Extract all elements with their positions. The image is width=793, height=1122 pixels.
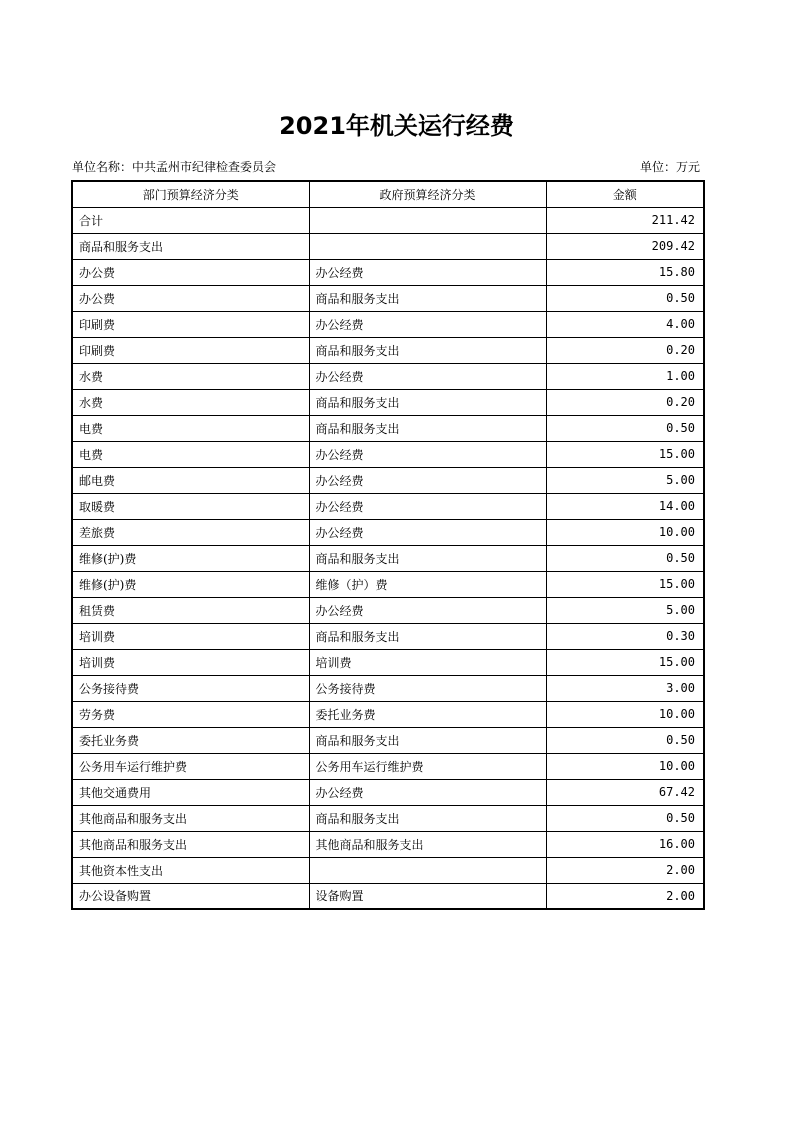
amount-cell: 0.20 xyxy=(546,337,704,363)
amount-cell: 3.00 xyxy=(546,675,704,701)
table-row xyxy=(72,519,704,545)
amount-cell: 15.00 xyxy=(546,441,704,467)
table-row xyxy=(72,831,704,857)
table-row xyxy=(72,701,704,727)
amount-cell: 0.50 xyxy=(546,545,704,571)
dept-category-cell: 差旅费 xyxy=(72,519,309,545)
gov-category-cell: 办公经费 xyxy=(309,597,546,623)
dept-category-cell: 培训费 xyxy=(72,649,309,675)
amount-cell: 211.42 xyxy=(546,207,704,233)
table-row xyxy=(72,415,704,441)
gov-category-cell: 设备购置 xyxy=(309,883,546,909)
gov-category-cell: 商品和服务支出 xyxy=(309,337,546,363)
amount-cell: 5.00 xyxy=(546,597,704,623)
amount-cell: 15.00 xyxy=(546,571,704,597)
amount-cell: 0.50 xyxy=(546,805,704,831)
page-title: 2021年机关运行经费 xyxy=(279,112,514,140)
gov-category-cell: 培训费 xyxy=(309,649,546,675)
dept-category-cell: 电费 xyxy=(72,441,309,467)
amount-cell: 2.00 xyxy=(546,883,704,909)
table-row xyxy=(72,467,704,493)
gov-category-cell: 办公经费 xyxy=(309,519,546,545)
amount-cell: 10.00 xyxy=(546,753,704,779)
header-amount: 金额 xyxy=(546,181,704,207)
amount-cell: 16.00 xyxy=(546,831,704,857)
gov-category-cell: 办公经费 xyxy=(309,493,546,519)
table-row xyxy=(72,857,704,883)
gov-category-cell: 办公经费 xyxy=(309,363,546,389)
gov-category-cell: 委托业务费 xyxy=(309,701,546,727)
table-row xyxy=(72,337,704,363)
gov-category-cell: 商品和服务支出 xyxy=(309,415,546,441)
amount-cell: 0.50 xyxy=(546,415,704,441)
dept-category-cell: 委托业务费 xyxy=(72,727,309,753)
amount-cell: 209.42 xyxy=(546,233,704,259)
table-row xyxy=(72,649,704,675)
gov-category-cell xyxy=(309,857,546,883)
header-gov-category: 政府预算经济分类 xyxy=(309,181,546,207)
table-row xyxy=(72,363,704,389)
gov-category-cell: 办公经费 xyxy=(309,779,546,805)
amount-cell: 15.00 xyxy=(546,649,704,675)
table-row xyxy=(72,571,704,597)
gov-category-cell: 维修（护）费 xyxy=(309,571,546,597)
dept-category-cell: 电费 xyxy=(72,415,309,441)
dept-category-cell: 取暖费 xyxy=(72,493,309,519)
gov-category-cell: 其他商品和服务支出 xyxy=(309,831,546,857)
table-row xyxy=(72,545,704,571)
amount-cell: 67.42 xyxy=(546,779,704,805)
unit-name-label: 单位名称：中共孟州市纪律检查委员会 xyxy=(72,160,277,174)
dept-category-cell: 公务用车运行维护费 xyxy=(72,753,309,779)
amount-cell: 10.00 xyxy=(546,519,704,545)
gov-category-cell: 商品和服务支出 xyxy=(309,285,546,311)
amount-cell: 0.50 xyxy=(546,285,704,311)
table-row xyxy=(72,233,704,259)
gov-category-cell: 商品和服务支出 xyxy=(309,805,546,831)
dept-category-cell: 公务接待费 xyxy=(72,675,309,701)
dept-category-cell: 办公费 xyxy=(72,259,309,285)
table-row xyxy=(72,675,704,701)
table-row xyxy=(72,883,704,909)
amount-cell: 1.00 xyxy=(546,363,704,389)
table-row xyxy=(72,779,704,805)
dept-category-cell: 培训费 xyxy=(72,623,309,649)
gov-category-cell xyxy=(309,207,546,233)
dept-category-cell: 印刷费 xyxy=(72,337,309,363)
table-row xyxy=(72,805,704,831)
dept-category-cell: 商品和服务支出 xyxy=(72,233,309,259)
gov-category-cell: 办公经费 xyxy=(309,441,546,467)
table-row xyxy=(72,311,704,337)
amount-cell: 4.00 xyxy=(546,311,704,337)
dept-category-cell: 邮电费 xyxy=(72,467,309,493)
table-row xyxy=(72,597,704,623)
budget-table xyxy=(71,180,705,910)
amount-cell: 0.20 xyxy=(546,389,704,415)
amount-cell: 0.50 xyxy=(546,727,704,753)
table-row xyxy=(72,207,704,233)
table-row xyxy=(72,493,704,519)
dept-category-cell: 合计 xyxy=(72,207,309,233)
gov-category-cell: 办公经费 xyxy=(309,467,546,493)
gov-category-cell: 公务接待费 xyxy=(309,675,546,701)
gov-category-cell: 公务用车运行维护费 xyxy=(309,753,546,779)
amount-cell: 0.30 xyxy=(546,623,704,649)
table-row xyxy=(72,285,704,311)
dept-category-cell: 劳务费 xyxy=(72,701,309,727)
table-row xyxy=(72,623,704,649)
gov-category-cell: 商品和服务支出 xyxy=(309,727,546,753)
dept-category-cell: 办公费 xyxy=(72,285,309,311)
dept-category-cell: 维修(护)费 xyxy=(72,545,309,571)
dept-category-cell: 其他资本性支出 xyxy=(72,857,309,883)
dept-category-cell: 其他商品和服务支出 xyxy=(72,805,309,831)
header-dept-category: 部门预算经济分类 xyxy=(72,181,309,207)
gov-category-cell xyxy=(309,233,546,259)
dept-category-cell: 办公设备购置 xyxy=(72,883,309,909)
gov-category-cell: 商品和服务支出 xyxy=(309,389,546,415)
amount-cell: 10.00 xyxy=(546,701,704,727)
dept-category-cell: 其他交通费用 xyxy=(72,779,309,805)
dept-category-cell: 其他商品和服务支出 xyxy=(72,831,309,857)
table-row xyxy=(72,441,704,467)
table-row xyxy=(72,753,704,779)
gov-category-cell: 办公经费 xyxy=(309,311,546,337)
table-row xyxy=(72,727,704,753)
amount-cell: 2.00 xyxy=(546,857,704,883)
dept-category-cell: 维修(护)费 xyxy=(72,571,309,597)
gov-category-cell: 商品和服务支出 xyxy=(309,623,546,649)
amount-cell: 14.00 xyxy=(546,493,704,519)
gov-category-cell: 商品和服务支出 xyxy=(309,545,546,571)
dept-category-cell: 水费 xyxy=(72,363,309,389)
table-header-row xyxy=(72,181,704,207)
table-row xyxy=(72,389,704,415)
dept-category-cell: 租赁费 xyxy=(72,597,309,623)
unit-label: 单位：万元 xyxy=(639,160,700,174)
amount-cell: 5.00 xyxy=(546,467,704,493)
dept-category-cell: 水费 xyxy=(72,389,309,415)
gov-category-cell: 办公经费 xyxy=(309,259,546,285)
table-row xyxy=(72,259,704,285)
dept-category-cell: 印刷费 xyxy=(72,311,309,337)
amount-cell: 15.80 xyxy=(546,259,704,285)
